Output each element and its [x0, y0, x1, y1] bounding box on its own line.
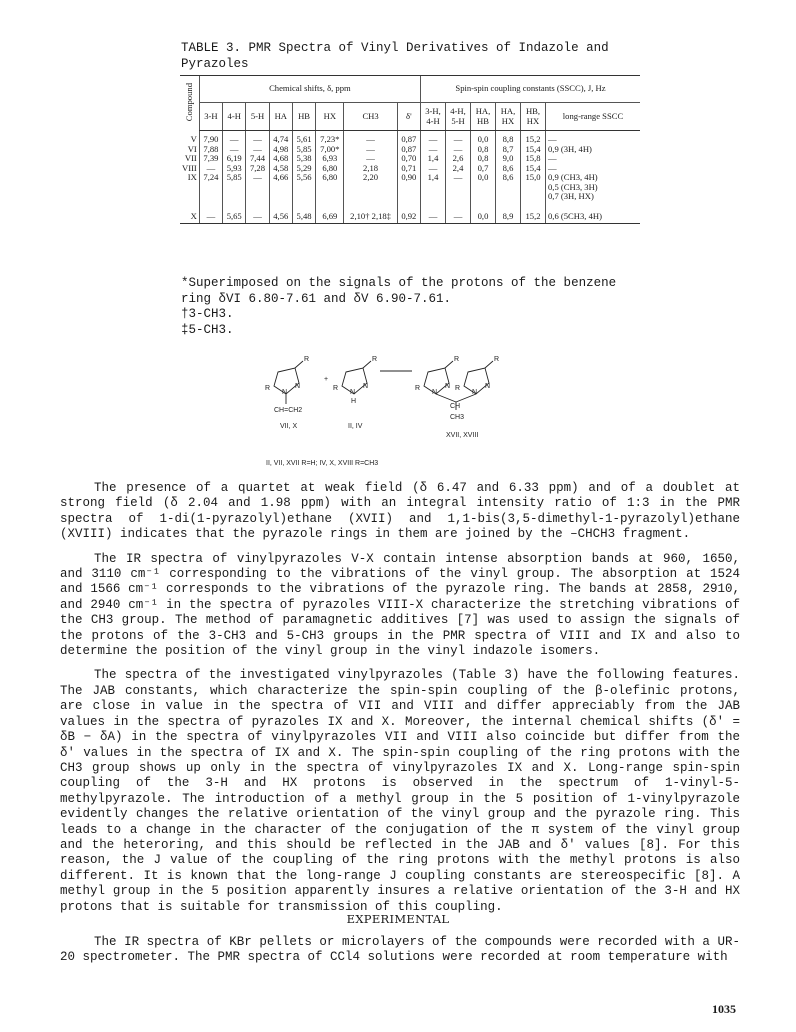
- n-label: N: [472, 389, 478, 396]
- table-cell: 8,9: [496, 202, 521, 224]
- table-cell: 1,4: [421, 173, 446, 202]
- table-cell: 0,71: [397, 164, 420, 174]
- table-cell: —: [446, 131, 471, 145]
- compound-cell: X: [180, 202, 199, 224]
- table-cell: —: [446, 173, 471, 202]
- table-row: [180, 131, 640, 145]
- col-header: 4-H: [223, 103, 246, 131]
- long-range-value: 0,9 (CH3, 4H): [548, 172, 598, 182]
- r-label: R: [372, 356, 378, 363]
- col-header: δ': [397, 103, 420, 131]
- section-heading: EXPERIMENTAL: [346, 912, 450, 926]
- body-text: [60, 481, 740, 924]
- table-cell: —: [344, 145, 397, 155]
- compound-cell: VI: [187, 143, 197, 154]
- table-cell: 7,00*: [316, 145, 344, 155]
- r-label: R: [455, 385, 461, 392]
- compound-cell: VII: [184, 153, 197, 163]
- table-footnotes: [181, 276, 651, 338]
- long-range-cell: [546, 202, 641, 224]
- table-cell: 6,69: [316, 202, 344, 224]
- table-cell: 2,20: [344, 173, 397, 202]
- table-cell: 2,10† 2,18‡: [344, 202, 397, 224]
- compound-cell: IX: [187, 172, 197, 182]
- table-cell: 5,56: [292, 173, 315, 202]
- table-cell: 0,0: [471, 173, 496, 202]
- r-label: R: [265, 385, 271, 392]
- r-label: R: [454, 356, 460, 363]
- table-cell: —: [223, 145, 246, 155]
- col-header: HA, HX: [496, 103, 521, 131]
- table-body: [180, 131, 640, 224]
- table-cell: —: [246, 202, 269, 224]
- table-cell: 0,87: [397, 131, 420, 145]
- table-cell: 0,7: [471, 164, 496, 174]
- sscc-header: Spin-spin coupling constants (SSCC), J, Hz: [421, 76, 641, 103]
- table-cell: 8,6: [496, 164, 521, 174]
- footnote: †3-CH3.: [181, 307, 234, 321]
- footnote: *Superimposed on the signals of the protons of the benzene: [181, 276, 617, 290]
- table-cell: 5,65: [223, 202, 246, 224]
- h-label: H: [351, 398, 357, 405]
- col-header: HB: [292, 103, 315, 131]
- table-cell: 0,0: [471, 131, 496, 145]
- table-caption: [181, 40, 651, 72]
- caption-line-1: TABLE 3. PMR Spectra of Vinyl Derivatives of Indazole and: [181, 41, 609, 55]
- table-cell: 5,38: [292, 154, 315, 164]
- table-cell: 2,6: [446, 154, 471, 164]
- table-cell: 7,90: [199, 131, 222, 145]
- table-cell: 15,8: [521, 154, 546, 164]
- long-range-cell: [546, 131, 641, 145]
- table-cell: 0,90: [397, 173, 420, 202]
- table-cell: 5,48: [292, 202, 315, 224]
- experimental-text: [60, 935, 740, 966]
- plus-sign: +: [324, 376, 329, 383]
- ch3-label: CH3: [450, 414, 465, 421]
- table-cell: 4,56: [269, 202, 292, 224]
- table-cell: —: [421, 202, 446, 224]
- table-cell: 6,80: [316, 164, 344, 174]
- paragraph: The presence of a quartet at weak field (δ 6.47 and 6.33 ppm) and of a doublet at strong field (δ 2.04 and 1.98 ppm) with an integral intensity ratio of 1:3 in the PMR spectra of 1-di(1-pyrazolyl)ethane (XVII) and 1,1-bis(3,5-dimethyl-1-pyrazolyl)ethane (XVIII) indicates that the pyrazole rings in them are joined by the –CHCH3 fragment.: [60, 481, 740, 542]
- footnote: ring δVI 6.80-7.61 and δV 6.90-7.61.: [181, 291, 452, 306]
- long-range-value: —: [548, 162, 557, 173]
- table-cell: 7,88: [199, 145, 222, 155]
- table-cell: 5,61: [292, 131, 315, 145]
- long-range-cell: [546, 154, 641, 164]
- table-cell: 4,98: [269, 145, 292, 155]
- table-cell: 5,29: [292, 164, 315, 174]
- table-cell: 0,92: [397, 202, 420, 224]
- table-cell: —: [246, 173, 269, 202]
- compound-label: VII, X: [280, 423, 298, 430]
- paragraph: The IR spectra of KBr pellets or microlayers of the compounds were recorded with a UR-20 spectrometer. The PMR spectra of CCl4 solutions were recorded at room temperature with: [60, 935, 740, 965]
- table-cell: 9,0: [496, 154, 521, 164]
- structure-scheme: [250, 352, 550, 470]
- compound-label: XVII, XVIII: [446, 432, 479, 439]
- col-header: 5-H: [246, 103, 269, 131]
- table-cell: 8,6: [496, 173, 521, 202]
- page-number: 1035: [712, 1002, 736, 1016]
- ch-label: CH: [450, 403, 461, 410]
- table-cell: —: [344, 154, 397, 164]
- table-cell: 4,66: [269, 173, 292, 202]
- table-cell: 4,68: [269, 154, 292, 164]
- caption-line-2: Pyrazoles: [181, 57, 249, 71]
- table-cell: —: [199, 164, 222, 174]
- col-header: 3-H, 4-H: [421, 103, 446, 131]
- r-label: R: [304, 356, 310, 363]
- table-cell: —: [344, 131, 397, 145]
- table-cell: —: [421, 164, 446, 174]
- table-cell: 15,4: [521, 164, 546, 174]
- table-cell: 6,80: [316, 173, 344, 202]
- table-cell: 6,93: [316, 154, 344, 164]
- table-row: [180, 202, 640, 224]
- table-cell: —: [446, 202, 471, 224]
- long-range-cell: [546, 145, 641, 155]
- table-cell: 0,8: [471, 145, 496, 155]
- compound-cell: VIII: [182, 162, 197, 173]
- table-cell: 7,23*: [316, 131, 344, 145]
- n-label: N: [485, 383, 491, 390]
- paragraph: The spectra of the investigated vinylpyrazoles (Table 3) have the following features. The JAB constants, which characterize the spin-spin coupling of the β-olefinic protons, are close in value in the spectra of VII and VIII and differ appreciably from the JAB values in the spectra of pyrazoles IX and X. Moreover, the internal chemical shifts (δ' = δB − δA) in the spectra of vinylpyrazoles VII and VIII also coincide but differ from the δ' values in the spectra of IX and X. The spin-spin coupling of the ring protons with the CH3 group shows up only in the spectra of vinylpyrazoles IX and X. Long-range spin-spin coupling of the 3-H and HX protons is observed in the spectrum of 1-vinyl-5-methylpyrazole. The introduction of a methyl group in the 5 position of 1-vinylpyrazole evidently changes the relative orientation of the vinyl group and the pyrazole ring. This leads to a change in the character of the conjugation of the π system of the vinyl group and the heteroring, and this should be reflected in the JAB and δ' values [8]. For this reason, the J value of the coupling of the ring protons with the methyl protons is also different. It is known that the long-range J coupling constants are stereospecific [8]. A methyl group in the 5 position apparently insures a relative orientation of the 3-H and HX protons that is suitable for transmission of this coupling.: [60, 668, 740, 914]
- col-header: 3-H: [199, 103, 222, 131]
- n-label: N: [432, 389, 438, 396]
- table-cell: 1,4: [421, 154, 446, 164]
- table-cell: —: [246, 145, 269, 155]
- table-cell: 6,19: [223, 154, 246, 164]
- footnote: ‡5-CH3.: [181, 322, 234, 337]
- table-cell: 15,4: [521, 145, 546, 155]
- table-cell: 4,74: [269, 131, 292, 145]
- table-cell: 4,58: [269, 164, 292, 174]
- table-cell: 0,8: [471, 154, 496, 164]
- col-header: HB, HX: [521, 103, 546, 131]
- long-range-cell: [546, 173, 641, 202]
- table-cell: —: [246, 131, 269, 145]
- table-cell: —: [421, 131, 446, 145]
- scheme-legend: II, VII, XVII R=H; IV, X, XVIII R=CH3: [266, 460, 379, 467]
- long-range-value: 0,9 (3H, 4H): [548, 143, 592, 154]
- table-cell: —: [421, 145, 446, 155]
- n-label: N: [363, 383, 369, 390]
- table-cell: —: [223, 131, 246, 145]
- col-header: 4-H, 5-H: [446, 103, 471, 131]
- table-cell: 7,39: [199, 154, 222, 164]
- n-label: N: [350, 389, 356, 396]
- long-range-value: 0,7 (3H, HX): [548, 191, 594, 201]
- chem-shift-header: Chemical shifts, δ, ppm: [199, 76, 420, 103]
- table-cell: 8,8: [496, 131, 521, 145]
- table-row: [180, 173, 640, 202]
- col-header: HA, HB: [471, 103, 496, 131]
- table-cell: 5,85: [292, 145, 315, 155]
- r-label: R: [333, 385, 339, 392]
- compound-cell: V: [190, 133, 197, 144]
- r-label: R: [494, 356, 500, 363]
- r-label: R: [415, 385, 421, 392]
- table-cell: 2,18: [344, 164, 397, 174]
- table-cell: 7,24: [199, 173, 222, 202]
- paragraph: The IR spectra of vinylpyrazoles V-X contain intense absorption bands at 960, 1650, and 3110 cm⁻¹ corresponding to the vibrations of the vinyl group. The absorption at 1524 and 1566 cm⁻¹ corresponds to the vibrations of the pyrazole ring. The bands at 2858, 2910, and 2940 cm⁻¹ in the spectra of pyrazoles VIII-X characterize the stretching vibrations of the CH3 group. The method of paramagnetic additives [7] was used to assign the signals of the protons of the 3-CH3 and 5-CH3 groups in the PMR spectra of VIII and IX and also to determine the position of the vinyl group in the vinyl indazole isomers.: [60, 551, 740, 659]
- table-cell: 0,0: [471, 202, 496, 224]
- compound-label: II, IV: [348, 423, 363, 430]
- col-header: long-range SSCC: [546, 103, 641, 131]
- table-cell: 5,93: [223, 164, 246, 174]
- vinyl-label: CH=CH2: [274, 407, 303, 414]
- pmr-table: [180, 75, 640, 224]
- col-header: CH3: [344, 103, 397, 131]
- table-cell: 8,7: [496, 145, 521, 155]
- table-cell: 15,0: [521, 173, 546, 202]
- long-range-value: 0,6 (5CH3, 4H): [548, 210, 602, 221]
- table-cell: —: [199, 202, 222, 224]
- table-cell: 2,4: [446, 164, 471, 174]
- compound-header: Compound: [180, 76, 199, 131]
- table-cell: 0,87: [397, 145, 420, 155]
- table-cell: 5,85: [223, 173, 246, 202]
- n-label: N: [295, 383, 301, 390]
- table-cell: 15,2: [521, 131, 546, 145]
- n-label: N: [445, 383, 451, 390]
- table-cell: 7,28: [246, 164, 269, 174]
- long-range-value: 0,5 (CH3, 3H): [548, 181, 598, 192]
- col-header: HX: [316, 103, 344, 131]
- col-header: HA: [269, 103, 292, 131]
- long-range-value: —: [548, 153, 557, 163]
- long-range-value: —: [548, 134, 557, 144]
- n-label: N: [282, 389, 288, 396]
- table-cell: —: [446, 145, 471, 155]
- table-cell: 0,70: [397, 154, 420, 164]
- table-cell: 7,44: [246, 154, 269, 164]
- table-cell: 15,2: [521, 202, 546, 224]
